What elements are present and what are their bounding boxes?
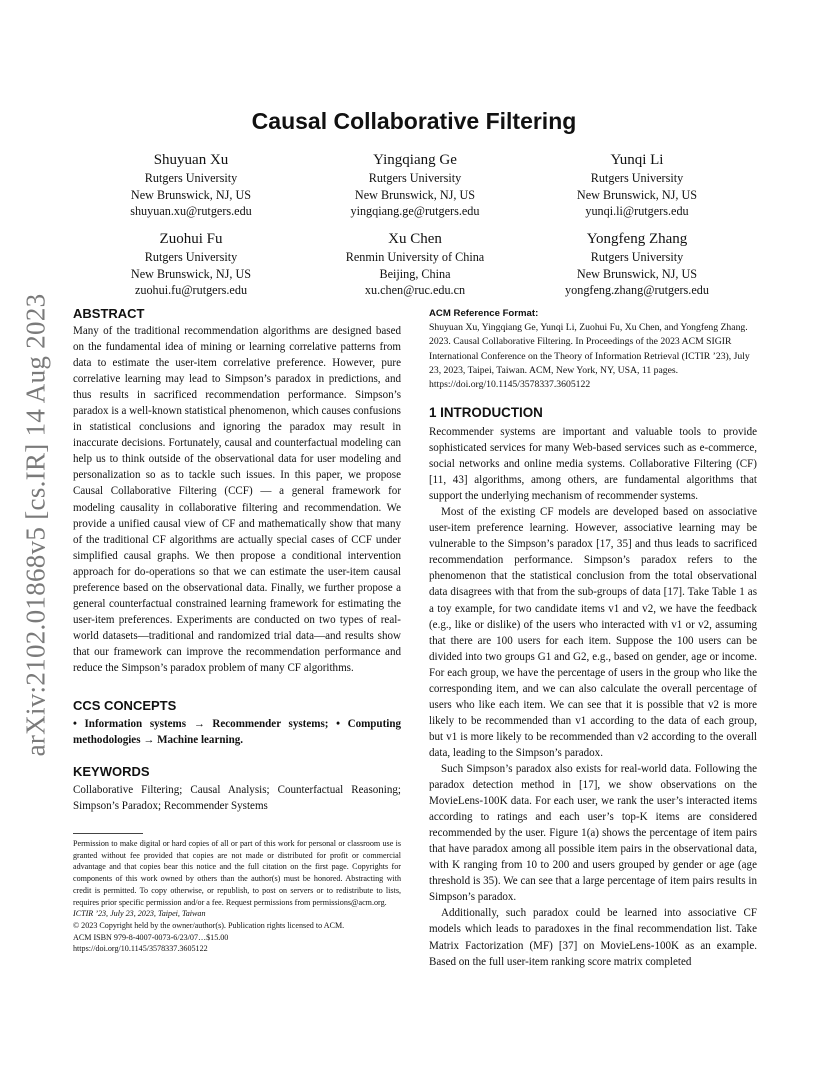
author-block xyxy=(532,150,742,220)
author-email: zuohui.fu@rutgers.edu xyxy=(134,283,248,297)
author-affiliation: Renmin University of China xyxy=(345,250,485,264)
author-email: yingqiang.ge@rutgers.edu xyxy=(350,204,480,218)
doi-line: https://doi.org/10.1145/3578337.3605122 xyxy=(73,944,208,954)
intro-paragraph: Recommender systems are important and valuable tools to provide sophisticated services for many Web-based services such as e-commerce, social networks and online media systems. Collaborative Filtering (CF) [11, 43] algorithms, among others, are fundamental algorithms that support the underlying mechanism of recommender systems. xyxy=(429,426,757,503)
intro-paragraph: Such Simpson’s paradox also exists for real-world data. Following the paradox detection method in [17], we show observations on the MovieLens-100K data. For each user, we rank the user’s interacted items according to ratings and each user’s top-K items are considered recommended by the user. Figure 1(a) shows the percentage of item pairs that have paradox among all possible item pairs in the observational data, with K ranging from 10 to 200 and users grouped by gender or age (age threshold is 35). We can see that a large percentage of item pairs results in Simpson’s paradox. xyxy=(429,762,757,904)
permission-notice: Permission to make digital or hard copies of all or part of this work for personal or classroom use is granted without fee provided that copies are not made or distributed for profit or commercial advantage and that copies bear this notice and the full citation on the first page. Copyrights for components of this work owned by others than the author(s) must be honored. Abstracting with credit is permitted. To copy otherwise, or republish, to post on servers or to redistribute to lists, requires prior specific permission and/or a fee. Request permissions from permissions@acm.org. xyxy=(73,839,401,907)
author-affiliation: Rutgers University xyxy=(144,171,238,185)
author-location: New Brunswick, NJ, US xyxy=(130,187,252,202)
footnote-rule xyxy=(73,833,143,834)
author-affiliation: Rutgers University xyxy=(590,171,684,185)
acm-reference-heading: ACM Reference Format: xyxy=(429,308,539,319)
author-name: Yingqiang Ge xyxy=(373,152,457,168)
author-name: Shuyuan Xu xyxy=(153,152,229,168)
acm-reference-text: Shuyuan Xu, Yingqiang Ge, Yunqi Li, Zuohui Fu, Xu Chen, and Yongfeng Zhang. 2023. Causal Collaborative Filtering. In Proceedings of the 2023 ACM SIGIR International Conference on the Theory of Information Retrieval (ICTIR ’23), July 23, 2023, Taipei, Taiwan. ACM, New York, NY, USA, 11 pages. https://doi.org/10.1145/3578337.3605122 xyxy=(429,322,750,391)
author-block xyxy=(310,229,520,299)
author-email: xu.chen@ruc.edu.cn xyxy=(364,283,466,297)
introduction-section xyxy=(429,405,757,970)
paper-title: Causal Collaborative Filtering xyxy=(251,108,577,134)
isbn-line: ACM ISBN 979-8-4007-0073-6/23/07…$15.00 xyxy=(73,932,229,942)
ccs-section xyxy=(73,698,401,748)
author-block xyxy=(310,150,520,220)
author-location: New Brunswick, NJ, US xyxy=(576,187,698,202)
ccs-heading: CCS CONCEPTS xyxy=(73,698,177,713)
author-affiliation: Rutgers University xyxy=(144,250,238,264)
keywords-heading: KEYWORDS xyxy=(73,764,150,779)
footnote xyxy=(73,838,401,955)
author-name: Yunqi Li xyxy=(610,152,664,168)
abstract-text: Many of the traditional recommendation algorithms are designed based on the fundamental idea of mining or learning correlative patterns from data to estimate the user-item correlative preference. However, pure correlative learning may lead to Simpson’s paradox in predictions, and thus results in sacrificed recommendation performance. Simpson’s paradox is a well-known statistical phenomenon, which causes confusions in statistical conclusions and ignoring the paradox may result in inaccurate decisions. Fortunately, causal and counterfactual modeling can help us to think outside of the observational data for user modeling and personalization so as to tackle such issues. In this paper, we propose Causal Collaborative Filtering (CCF) — a general framework for modeling causality in collaborative filtering and recommendation. We provide a unified causal view of CF and mathematically show that many of the traditional CF algorithms are actually special cases of CCF under simplified causal graphs. We then propose a conditional intervention approach for do-operations so that we can estimate the user-item causal preference based on the observational data. Finally, we further propose a general counterfactual constrained learning framework for estimating the user-item preferences. Experiments are conducted on two types of real-world datasets—traditional and randomized trial data—and results show that our framework can improve the recommendation performance and reduce the Simpson’s paradox problem of many CF algorithms. xyxy=(73,325,401,674)
ccs-text: • Information systems → Recommender systems; • Computing methodologies → Machine learning. xyxy=(73,718,401,747)
author-affiliation: Rutgers University xyxy=(590,250,684,264)
abstract-heading: ABSTRACT xyxy=(73,306,145,321)
author-name: Xu Chen xyxy=(388,231,442,247)
author-location: New Brunswick, NJ, US xyxy=(576,266,698,281)
acm-reference-section xyxy=(429,308,757,392)
author-location: New Brunswick, NJ, US xyxy=(354,187,476,202)
copyright-line: © 2023 Copyright held by the owner/author(s). Publication rights licensed to ACM. xyxy=(73,920,345,930)
author-block xyxy=(86,150,296,220)
author-location: Beijing, China xyxy=(379,266,451,281)
author-email: yunqi.li@rutgers.edu xyxy=(585,204,689,218)
keywords-text: Collaborative Filtering; Causal Analysis; Counterfactual Reasoning; Simpson’s Paradox; Recommender Systems xyxy=(73,784,401,813)
author-name: Yongfeng Zhang xyxy=(586,231,688,247)
author-block xyxy=(532,229,742,299)
author-block xyxy=(86,229,296,299)
author-affiliation: Rutgers University xyxy=(368,171,462,185)
abstract-section xyxy=(73,306,401,676)
intro-paragraph: Most of the existing CF models are developed based on associative user-item preference learning. However, associative learning may be vulnerable to the Simpson’s paradox [17, 35] and thus leads to sacrificed recommendation performance. Simpson’s paradox refers to the phenomenon that the statistical conclusion from the total observational data disagrees with that from the sub-groups of data [17]. Take Table 1 as a toy example, for two candidate items v1 and v2, we have the feedback (e.g., like or dislike) of the users who interacted with v1 or v2, assuming that there are 100 users for each item. Suppose the 100 users can be divided into two groups G1 and G2, e.g., based on gender, age or income. For each group, we have the percentage of users in the group who like the corresponding item, and we can also calculate the overall percentage of users who like each item. We can see that it is possible that v2 is more likely to be recommended than v1 according to the data of each group, but v1 is more likely to be recommended than v2 according to the overall data, leading to the Simpson’s paradox. xyxy=(429,506,757,759)
author-email: shuyuan.xu@rutgers.edu xyxy=(130,204,252,218)
arxiv-stamp xyxy=(14,290,58,760)
author-email: yongfeng.zhang@rutgers.edu xyxy=(565,283,709,297)
keywords-section xyxy=(73,764,401,814)
venue-line: ICTIR ’23, July 23, 2023, Taipei, Taiwan xyxy=(73,909,206,919)
author-name: Zuohui Fu xyxy=(159,231,223,247)
arxiv-stamp-text: arXiv:2102.01868v5 [cs.IR] 14 Aug 2023 xyxy=(20,293,51,757)
intro-paragraph: Additionally, such paradox could be learned into associative CF models which leads to paradoxes in the final recommendation list. Take Matrix Factorization (MF) [37] on MovieLens-100K as an example. Based on the full user-item ranking score matrix completed xyxy=(429,907,757,968)
author-location: New Brunswick, NJ, US xyxy=(130,266,252,281)
introduction-heading: 1 INTRODUCTION xyxy=(429,405,543,420)
